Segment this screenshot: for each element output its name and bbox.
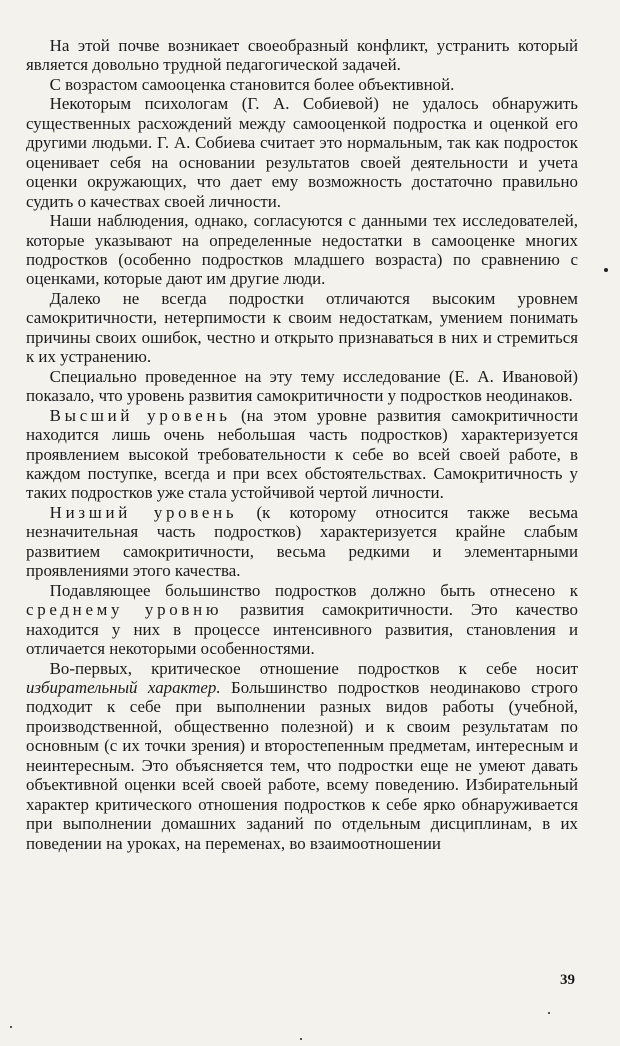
paragraph-observations: Наши наблюдения, однако, согласуются с данными тех исследователей, которые указывают на определенные недостатки в самооценке многих подростков (особенно подростков младшего возраста) по сравнению с оценками, которые дают им другие люди. — [26, 211, 578, 289]
paragraph-age-self-esteem: С возрастом самооценка становится более объективной. — [49, 74, 455, 94]
paragraph-conflict: На этой почве возникает своеобразный конфликт, устранить который является довольно трудной педагогической задачей. — [26, 36, 578, 75]
print-speck — [300, 1038, 302, 1040]
middle-level-text: развития самокритичности. Это качество находится у них в процессе интенсивного развития, становления и отличается некоторыми особенностями. — [26, 600, 578, 659]
paragraph-ivanova-study: Специально проведенное на эту тему исследование (Е. А. Ивановой) показало, что уровень развития самокритичности у подростков неодинаков. — [26, 366, 578, 406]
print-speck — [548, 1012, 550, 1014]
paragraph-selective-character — [26, 659, 578, 854]
print-speck — [604, 268, 608, 272]
selective-text: Большинство подростков неодинаково строго подходит к себе при выполнении разных видов работы (учебной, производственной, общественно полезной) и к своим результатам по основным (с их точки зрения) и второстепенным предметам, интересным и неинтересным. Это объясняется тем, что подростки еще не умеют давать объективной оценки всей своей работе, всему поведению. Избирательный характер критического отношения подростков к себе ярко обнаруживается при выполнении домашних заданий по отдельным дисциплинам, в их поведении на уроках, на переменах, во взаимоотношении — [26, 677, 578, 853]
paragraph-middle-level — [26, 581, 578, 659]
highest-level-term: Высший уровень — [49, 405, 231, 425]
lowest-level-term: Низший уровень — [49, 502, 238, 522]
paragraph-self-criticism: Далеко не всегда подростки отличаются высоким уровнем самокритичности, нетерпимости к своим недостаткам, умением понимать причины своих ошибок, честно и открыто признаваться в них и стремиться к их устранению. — [26, 288, 578, 367]
middle-level-term: среднему уровню — [26, 600, 223, 620]
paragraph-lowest-level — [26, 503, 578, 581]
page-body-text — [26, 36, 578, 853]
middle-level-intro: Подавляющее большинство подростков должно быть отнесено к — [49, 580, 578, 600]
paragraph-highest-level — [26, 406, 578, 503]
print-speck — [10, 1026, 12, 1028]
page-number: 39 — [560, 972, 575, 988]
lowest-level-text: (к которому относится также весьма незначительная часть подростков) характеризуется крайне слабым развитием самокритичности, весьма редкими и элементарными проявлениями этого качества. — [26, 502, 578, 581]
highest-level-text: (на этом уровне развития самокритичности находится лишь очень небольшая часть подростков) характеризуется проявлением высокой требовательности к себе во всей своей работе, в каждом поступке, всегда и при всех обстоятельствах. Самокритичность у таких подростков уже стала устойчивой чертой личности. — [26, 405, 578, 503]
selective-intro: Во-первых, критическое отношение подростков к себе носит — [49, 658, 578, 678]
selective-term: избирательный характер. — [26, 677, 221, 697]
paragraph-sobieva: Некоторым психологам (Г. А. Собиевой) не удалось обнаружить существенных расхождений между самооценкой подростка и оценкой его другими людьми. Г. А. Собиева считает это нормальным, так как подросток оценивает себя на основании результатов своей деятельности и учета оценки окружающих, что дает ему возможность достаточно правильно судить о качествах своей личности. — [26, 94, 578, 211]
